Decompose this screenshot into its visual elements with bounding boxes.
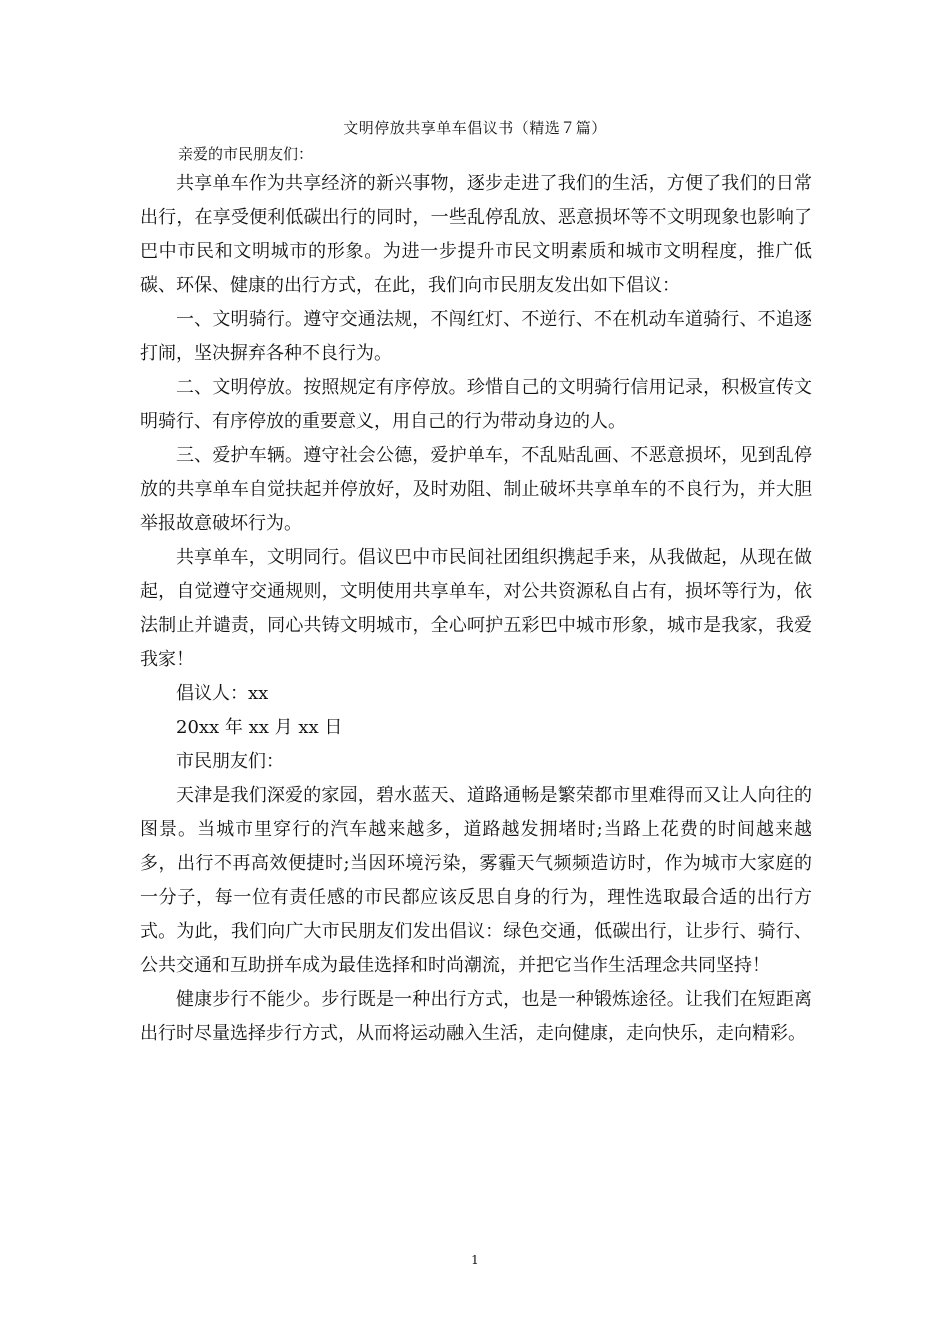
- paragraph-item-2: 二、文明停放。按照规定有序停放。珍惜自己的文明骑行信用记录，积极宣传文明骑行、有序停放的重要意义，用自己的行为带动身边的人。: [140, 377, 812, 432]
- paragraph-walking: 健康步行不能少。步行既是一种出行方式，也是一种锻炼途径。让我们在短距离出行时尽量选择步行方式，从而将运动融入生活，走向健康，走向快乐，走向精彩。: [140, 989, 812, 1044]
- paragraph-intro: 共享单车作为共享经济的新兴事物，逐步走进了我们的生活，方便了我们的日常出行，在享受便利低碳出行的同时，一些乱停乱放、恶意损坏等不文明现象也影响了巴中市民和文明城市的形象。为进一步提升市民文明素质和城市文明程度，推广低碳、环保、健康的出行方式，在此，我们向市民朋友发出如下倡议：: [140, 173, 812, 296]
- paragraph-tianjin: 天津是我们深爱的家园，碧水蓝天、道路通畅是繁荣都市里难得而又让人向往的图景。当城市里穿行的汽车越来越多，道路越发拥堵时;当路上花费的时间越来越多，出行不再高效便捷时;当因环境污染，雾霾天气频频造访时，作为城市大家庭的一分子，每一位有责任感的市民都应该反思自身的行为，理性选取最合适的出行方式。为此，我们向广大市民朋友们发出倡议：绿色交通，低碳出行，让步行、骑行、公共交通和互助拼车成为最佳选择和时尚潮流，并把它当作生活理念共同坚持！: [140, 785, 812, 976]
- page-title: 文明停放共享单车倡议书（精选７篇）: [343, 119, 607, 137]
- salutation-2: 市民朋友们：: [176, 751, 284, 772]
- paragraph-item-3: 三、爱护车辆。遵守社会公德，爱护单车，不乱贴乱画、不恶意损坏，见到乱停放的共享单车自觉扶起并停放好，及时劝阻、制止破坏共享单车的不良行为，并大胆举报故意破坏行为。: [140, 445, 812, 534]
- salutation: 亲爱的市民朋友们：: [178, 145, 314, 163]
- document-body: [140, 167, 812, 1051]
- date-line: 20xx 年 xx 月 xx 日: [176, 717, 343, 738]
- paragraph-closing: 共享单车，文明同行。倡议巴中市民间社团组织携起手来，从我做起，从现在做起，自觉遵守交通规则，文明使用共享单车，对公共资源私自占有，损坏等行为，依法制止并谴责，同心共铸文明城市，全心呵护五彩巴中城市形象，城市是我家，我爱我家！: [140, 547, 812, 670]
- paragraph-item-1: 一、文明骑行。遵守交通法规，不闯红灯、不逆行、不在机动车道骑行、不追逐打闹，坚决摒弃各种不良行为。: [140, 309, 812, 364]
- signature-line: 倡议人：xx: [176, 683, 269, 704]
- page-number: 1: [471, 1253, 479, 1267]
